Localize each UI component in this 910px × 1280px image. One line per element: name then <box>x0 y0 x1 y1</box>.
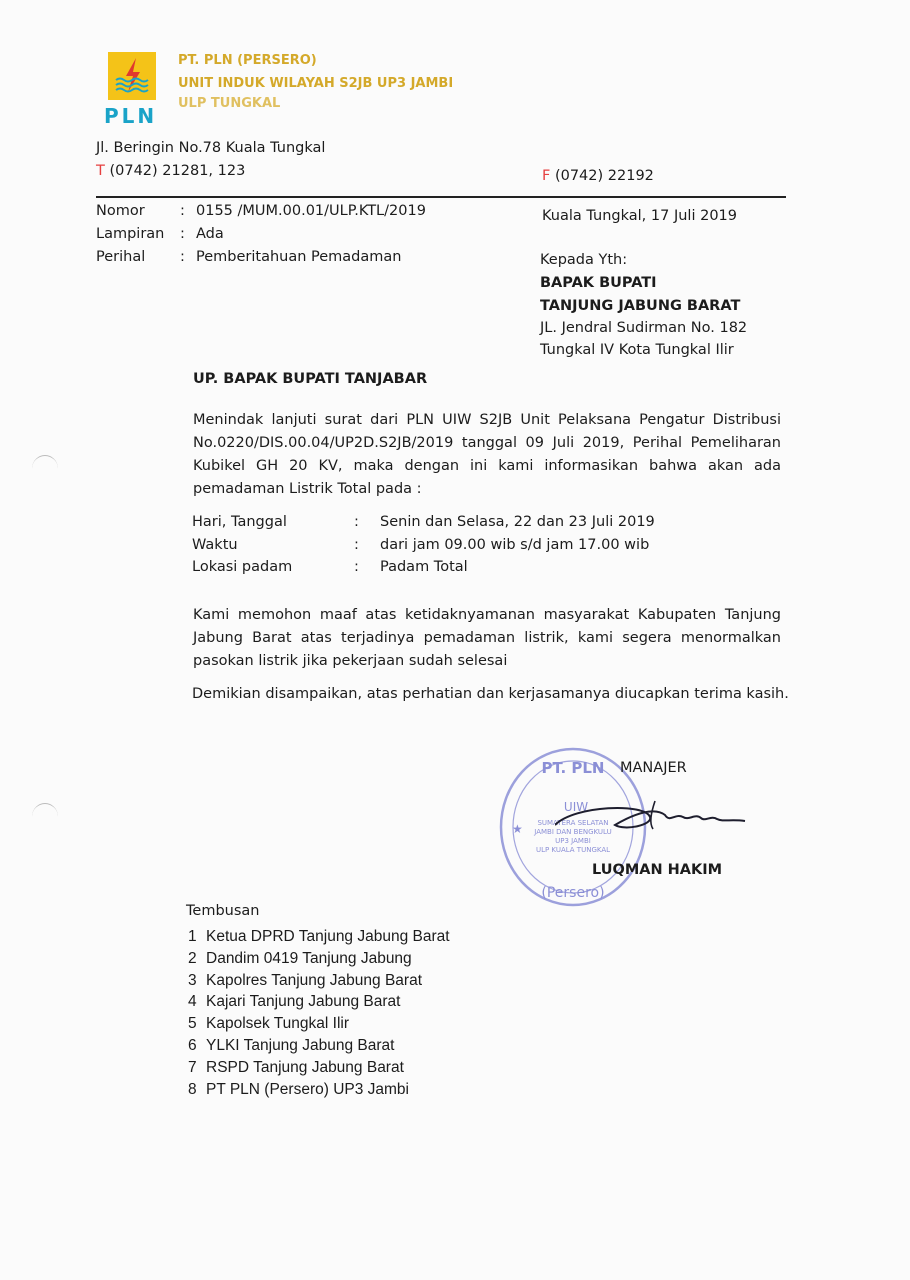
cc-item <box>188 970 450 992</box>
phone-line <box>96 163 245 179</box>
address: Jl. Beringin No.78 Kuala Tungkal <box>96 140 326 156</box>
meta-value-perihal: Pemberitahuan Pemadaman <box>196 249 402 265</box>
cc-item-text: PT PLN (Persero) UP3 Jambi <box>206 1080 409 1098</box>
cc-item <box>188 948 450 970</box>
cc-list <box>188 926 450 1100</box>
cc-item-number: 5 <box>188 1015 197 1033</box>
recipient-line-2: TANJUNG JABUNG BARAT <box>540 298 741 314</box>
fax-label: F <box>542 168 551 184</box>
company-office: ULP TUNGKAL <box>178 96 281 111</box>
cc-item-text: Kajari Tanjung Jabung Barat <box>206 993 401 1011</box>
detail-label-location: Lokasi padam <box>192 559 293 575</box>
cc-title: Tembusan <box>186 903 260 919</box>
cc-item-number: 3 <box>188 971 197 989</box>
meta-label-lampiran: Lampiran <box>96 226 165 242</box>
cc-item-number: 6 <box>188 1036 197 1054</box>
svg-text:★: ★ <box>512 822 523 836</box>
signer-name: LUQMAN HAKIM <box>592 862 723 878</box>
recipient-line-4: Tungkal IV Kota Tungkal Ilir <box>540 342 734 358</box>
cc-item <box>188 926 450 948</box>
stamp-text-line: ULP KUALA TUNGKAL <box>535 846 611 854</box>
handwritten-signature <box>555 795 755 845</box>
recipient-lead: Kepada Yth: <box>540 252 628 268</box>
cc-item-text: Dandim 0419 Tanjung Jabung <box>206 949 412 967</box>
meta-value-lampiran: Ada <box>196 226 224 242</box>
recipient-line-1: BAPAK BUPATI <box>540 275 657 291</box>
stamp-text-line: UP3 JAMBI <box>555 837 591 845</box>
stamp-text-bottom: (Persero) <box>541 885 605 901</box>
cc-item <box>188 991 450 1013</box>
stamp-text-line: SUMATERA SELATAN <box>537 819 609 827</box>
detail-label-date: Hari, Tanggal <box>192 514 287 530</box>
meta-value-nomor: 0155 /MUM.00.01/ULP.KTL/2019 <box>196 203 426 219</box>
company-unit: UNIT INDUK WILAYAH S2JB UP3 JAMBI <box>178 76 454 91</box>
fax-line <box>542 168 654 184</box>
cc-item <box>188 1057 450 1079</box>
stamp-text-top: PT. PLN <box>541 759 605 777</box>
meta-label-perihal: Perihal <box>96 249 146 265</box>
stamp-text-line: JAMBI DAN BENGKULU <box>534 828 612 836</box>
meta-colon: : <box>180 249 185 265</box>
phone-label: T <box>96 163 105 179</box>
header-divider <box>96 196 786 198</box>
letter-date: Kuala Tungkal, 17 Juli 2019 <box>542 208 737 224</box>
phone-number: (0742) 21281, 123 <box>109 163 246 179</box>
company-name: PT. PLN (PERSERO) <box>178 53 317 68</box>
detail-value-location: Padam Total <box>380 559 468 575</box>
cc-item-number: 1 <box>188 928 197 945</box>
cc-item-text: YLKI Tanjung Jabung Barat <box>206 1036 395 1054</box>
detail-value-date: Senin dan Selasa, 22 dan 23 Juli 2019 <box>380 514 655 530</box>
cc-item <box>188 1013 450 1035</box>
cc-item-number: 8 <box>188 1080 197 1098</box>
detail-colon: : <box>354 514 359 530</box>
apology-paragraph: Kami memohon maaf atas ketidaknyamanan masyarakat Kabupaten Tanjung Jabung Barat atas terjadinya pemadaman listrik, kami segera menormalkan pasokan listrik jika pekerjaan sudah selesai <box>193 607 781 669</box>
meta-label-nomor: Nomor <box>96 203 145 219</box>
cc-item-text: RSPD Tanjung Jabung Barat <box>206 1058 404 1076</box>
logo-text: PLN <box>104 104 158 128</box>
stamp-text-uiw: UIW <box>563 800 589 814</box>
scan-hole-mark <box>32 803 58 830</box>
cc-item <box>188 1035 450 1057</box>
attention-line: UP. BAPAK BUPATI TANJABAR <box>193 371 428 387</box>
recipient-line-3: JL. Jendral Sudirman No. 182 <box>540 320 748 336</box>
cc-item-text: Kapolres Tanjung Jabung Barat <box>206 971 423 989</box>
signer-title: MANAJER <box>620 760 687 776</box>
cc-item <box>188 1079 450 1101</box>
detail-colon: : <box>354 537 359 553</box>
detail-value-time: dari jam 09.00 wib s/d jam 17.00 wib <box>380 537 650 553</box>
fax-number: (0742) 22192 <box>554 168 654 184</box>
cc-item-number: 4 <box>188 993 197 1011</box>
intro-paragraph: Menindak lanjuti surat dari PLN UIW S2JB Unit Pelaksana Pengatur Distribusi No.0220/DIS.00.04/UP2D.S2JB/2019 tanggal 09 Juli 2019, Perihal Pemeliharan Kubikel GH 20 KV, maka dengan ini kami informasikan bahwa akan ada pemadaman Listrik Total pada : <box>193 412 781 497</box>
meta-colon: : <box>180 203 185 219</box>
scan-hole-mark <box>32 455 58 482</box>
pln-logo-icon <box>108 52 156 100</box>
meta-colon: : <box>180 226 185 242</box>
closing-line: Demikian disampaikan, atas perhatian dan kerjasamanya diucapkan terima kasih. <box>192 686 789 702</box>
cc-item-text: Ketua DPRD Tanjung Jabung Barat <box>206 928 450 945</box>
cc-item-number: 7 <box>188 1058 197 1076</box>
detail-colon: : <box>354 559 359 575</box>
cc-item-number: 2 <box>188 949 197 967</box>
detail-label-time: Waktu <box>192 537 238 553</box>
cc-item-text: Kapolsek Tungkal Ilir <box>206 1015 350 1033</box>
